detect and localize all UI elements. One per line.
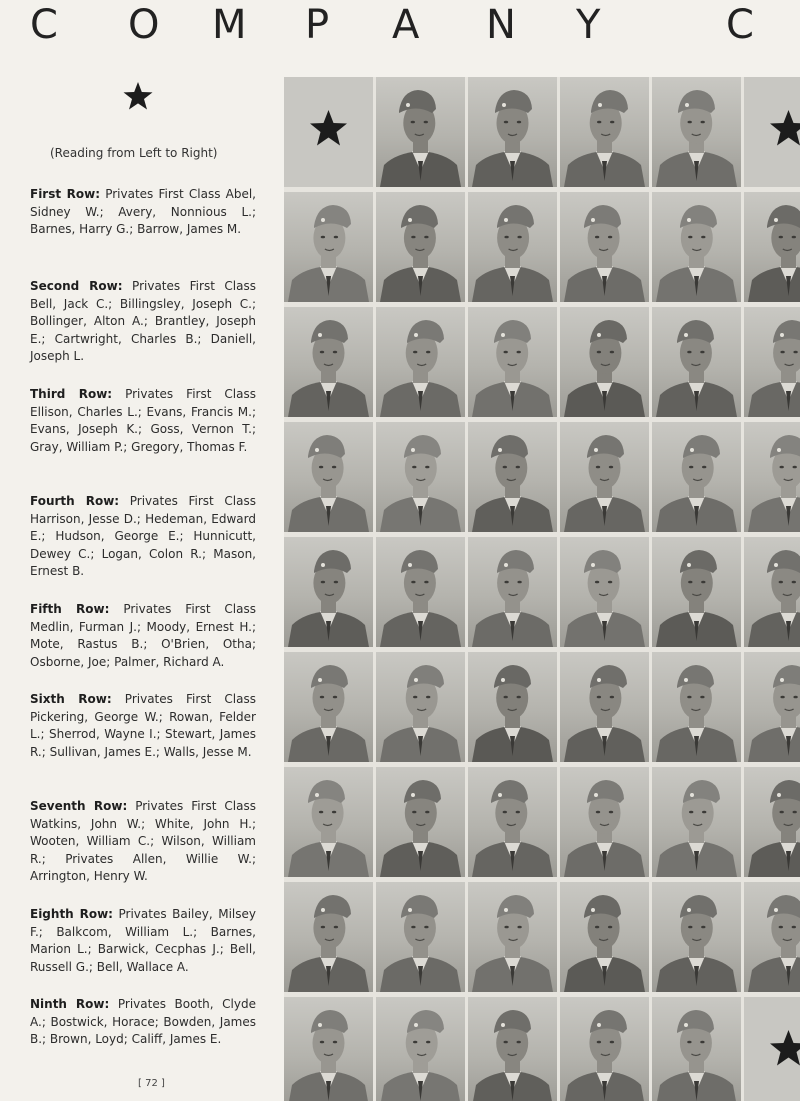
- row-label: Fourth Row:: [30, 494, 120, 508]
- portrait-photo: [652, 997, 741, 1101]
- row-caption: [30, 691, 256, 761]
- portrait-photo: [560, 652, 649, 762]
- page-heading: [0, 0, 800, 60]
- portrait-photo: [376, 652, 465, 762]
- portrait-photo: [652, 882, 741, 992]
- star-icon: [744, 997, 800, 1101]
- soldier-portrait-icon: [284, 767, 373, 877]
- soldier-portrait-icon: [376, 192, 465, 302]
- soldier-portrait-icon: [284, 307, 373, 417]
- heading-letter: Y: [576, 2, 601, 48]
- heading-letter: O: [128, 2, 160, 48]
- portrait-photo: [468, 307, 557, 417]
- row-names: Privates First Class Watkins, John W.; White, John H.; Wooten, William C.; Wilson, William R.; Privates Allen, Willie W.; Arrington, Henry W.: [30, 799, 256, 884]
- soldier-portrait-icon: [652, 997, 741, 1101]
- portrait-photo: [652, 652, 741, 762]
- row-label: First Row:: [30, 187, 101, 201]
- soldier-portrait-icon: [284, 997, 373, 1101]
- portrait-photo: [652, 767, 741, 877]
- portrait-photo: [376, 767, 465, 877]
- row-names: Privates Bailey, Milsey F.; Balkcom, William L.; Barnes, Marion L.; Barwick, Cecphas J.; Bell, Russell G.; Bell, Wallace A.: [30, 907, 256, 974]
- row-label: Seventh Row:: [30, 799, 128, 813]
- soldier-portrait-icon: [284, 882, 373, 992]
- portrait-photo: [468, 77, 557, 187]
- row-caption: [30, 601, 256, 671]
- soldier-portrait-icon: [376, 307, 465, 417]
- row-caption: [30, 386, 256, 456]
- soldier-portrait-icon: [652, 882, 741, 992]
- portrait-photo: [376, 307, 465, 417]
- portrait-photo: [560, 537, 649, 647]
- portrait-photo: [652, 192, 741, 302]
- row-names: Privates Booth, Clyde A.; Bostwick, Horace; Bowden, James B.; Brown, Loyd; Califf, James E.: [30, 997, 256, 1047]
- star-panel: [744, 997, 800, 1101]
- soldier-portrait-icon: [376, 767, 465, 877]
- portrait-photo: [468, 192, 557, 302]
- star-panel: [284, 77, 373, 187]
- star-icon: [284, 77, 373, 187]
- soldier-portrait-icon: [652, 422, 741, 532]
- row-names: Privates First Class Ellison, Charles L.; Evans, Francis M.; Evans, Joseph K.; Goss, Vernon T.; Gray, William P.; Gregory, Thomas F.: [30, 387, 256, 454]
- portrait-photo: [284, 997, 373, 1101]
- portrait-photo: [744, 537, 800, 647]
- heading-letter: M: [212, 2, 247, 48]
- row-label: Third Row:: [30, 387, 113, 401]
- soldier-portrait-icon: [376, 537, 465, 647]
- soldier-portrait-icon: [468, 652, 557, 762]
- portrait-photo: [560, 307, 649, 417]
- row-caption: [30, 996, 256, 1049]
- portrait-photo: [652, 307, 741, 417]
- soldier-portrait-icon: [376, 77, 465, 187]
- star-icon: [744, 77, 800, 187]
- portrait-photo: [376, 77, 465, 187]
- soldier-portrait-icon: [744, 882, 800, 992]
- soldier-portrait-icon: [652, 767, 741, 877]
- row-caption: [30, 798, 256, 886]
- soldier-portrait-icon: [468, 307, 557, 417]
- soldier-portrait-icon: [468, 422, 557, 532]
- portrait-photo: [560, 882, 649, 992]
- portrait-photo: [468, 652, 557, 762]
- reading-note: (Reading from Left to Right): [50, 146, 218, 160]
- soldier-portrait-icon: [744, 652, 800, 762]
- heading-letter: C: [726, 2, 754, 48]
- soldier-portrait-icon: [560, 997, 649, 1101]
- soldier-portrait-icon: [652, 307, 741, 417]
- portrait-photo: [376, 882, 465, 992]
- portrait-photo: [560, 422, 649, 532]
- portrait-photo: [744, 652, 800, 762]
- portrait-photo: [284, 307, 373, 417]
- row-names: Privates First Class Medlin, Furman J.; Moody, Ernest H.; Mote, Rastus B.; O'Brien, Otha; Osborne, Joe; Palmer, Richard A.: [30, 602, 257, 669]
- soldier-portrait-icon: [376, 882, 465, 992]
- soldier-portrait-icon: [744, 767, 800, 877]
- soldier-portrait-icon: [744, 307, 800, 417]
- heading-letter: C: [30, 2, 58, 48]
- portrait-photo: [744, 882, 800, 992]
- soldier-portrait-icon: [284, 192, 373, 302]
- portrait-photo: [560, 77, 649, 187]
- soldier-portrait-icon: [284, 537, 373, 647]
- soldier-portrait-icon: [560, 422, 649, 532]
- soldier-portrait-icon: [468, 77, 557, 187]
- soldier-portrait-icon: [744, 422, 800, 532]
- soldier-portrait-icon: [560, 307, 649, 417]
- portrait-photo: [468, 422, 557, 532]
- soldier-portrait-icon: [468, 192, 557, 302]
- soldier-portrait-icon: [652, 192, 741, 302]
- soldier-portrait-icon: [376, 997, 465, 1101]
- soldier-portrait-icon: [468, 882, 557, 992]
- row-label: Second Row:: [30, 279, 123, 293]
- page-number: [ 72 ]: [138, 1078, 165, 1089]
- soldier-portrait-icon: [284, 652, 373, 762]
- portrait-photo: [284, 192, 373, 302]
- soldier-portrait-icon: [284, 422, 373, 532]
- heading-letter: A: [392, 2, 420, 48]
- portrait-photo: [652, 537, 741, 647]
- soldier-portrait-icon: [376, 652, 465, 762]
- soldier-portrait-icon: [744, 192, 800, 302]
- soldier-portrait-icon: [376, 422, 465, 532]
- row-caption: [30, 278, 256, 366]
- soldier-portrait-icon: [560, 882, 649, 992]
- soldier-portrait-icon: [468, 537, 557, 647]
- row-label: Sixth Row:: [30, 692, 112, 706]
- row-caption: [30, 493, 256, 581]
- portrait-photo: [376, 192, 465, 302]
- portrait-photo: [376, 997, 465, 1101]
- heading-letter: P: [305, 2, 330, 48]
- portrait-grid: [284, 77, 800, 1101]
- soldier-portrait-icon: [652, 77, 741, 187]
- portrait-photo: [652, 422, 741, 532]
- portrait-photo: [744, 422, 800, 532]
- portrait-photo: [284, 537, 373, 647]
- portrait-photo: [560, 767, 649, 877]
- row-label: Ninth Row:: [30, 997, 110, 1011]
- row-label: Eighth Row:: [30, 907, 113, 921]
- soldier-portrait-icon: [560, 767, 649, 877]
- portrait-photo: [652, 77, 741, 187]
- row-names: Privates First Class Abel, Sidney W.; Avery, Nonnious L.; Barnes, Harry G.; Barrow, James M.: [30, 187, 256, 237]
- portrait-photo: [560, 192, 649, 302]
- soldier-portrait-icon: [560, 537, 649, 647]
- soldier-portrait-icon: [468, 767, 557, 877]
- portrait-photo: [560, 997, 649, 1101]
- star-panel: [744, 77, 800, 187]
- soldier-portrait-icon: [744, 537, 800, 647]
- portrait-photo: [744, 192, 800, 302]
- portrait-photo: [744, 307, 800, 417]
- portrait-photo: [284, 767, 373, 877]
- soldier-portrait-icon: [560, 77, 649, 187]
- star-icon: [122, 80, 154, 112]
- soldier-portrait-icon: [652, 537, 741, 647]
- heading-letter: N: [486, 2, 516, 48]
- row-names: Privates First Class Harrison, Jesse D.; Hedeman, Edward E.; Hudson, George E.; Hunnicutt, Dewey C.; Logan, Colon R.; Mason, Ernest B.: [30, 494, 256, 579]
- soldier-portrait-icon: [468, 997, 557, 1101]
- row-names: Privates First Class Pickering, George W.; Rowan, Felder L.; Sherrod, Wayne I.; Stewart, James R.; Sullivan, James E.; Walls, Jesse M.: [30, 692, 256, 759]
- portrait-photo: [744, 767, 800, 877]
- row-caption: [30, 906, 256, 976]
- portrait-photo: [376, 422, 465, 532]
- row-caption: [30, 186, 256, 239]
- soldier-portrait-icon: [652, 652, 741, 762]
- soldier-portrait-icon: [560, 192, 649, 302]
- portrait-photo: [284, 652, 373, 762]
- portrait-photo: [284, 422, 373, 532]
- portrait-photo: [468, 882, 557, 992]
- portrait-photo: [468, 537, 557, 647]
- portrait-photo: [284, 882, 373, 992]
- soldier-portrait-icon: [560, 652, 649, 762]
- portrait-photo: [468, 997, 557, 1101]
- portrait-photo: [468, 767, 557, 877]
- row-label: Fifth Row:: [30, 602, 110, 616]
- row-names: Privates First Class Bell, Jack C.; Billingsley, Joseph C.; Bollinger, Alton A.; Brantley, Joseph E.; Cartwright, Charles B.; Daniell, Joseph L.: [30, 279, 256, 364]
- portrait-photo: [376, 537, 465, 647]
